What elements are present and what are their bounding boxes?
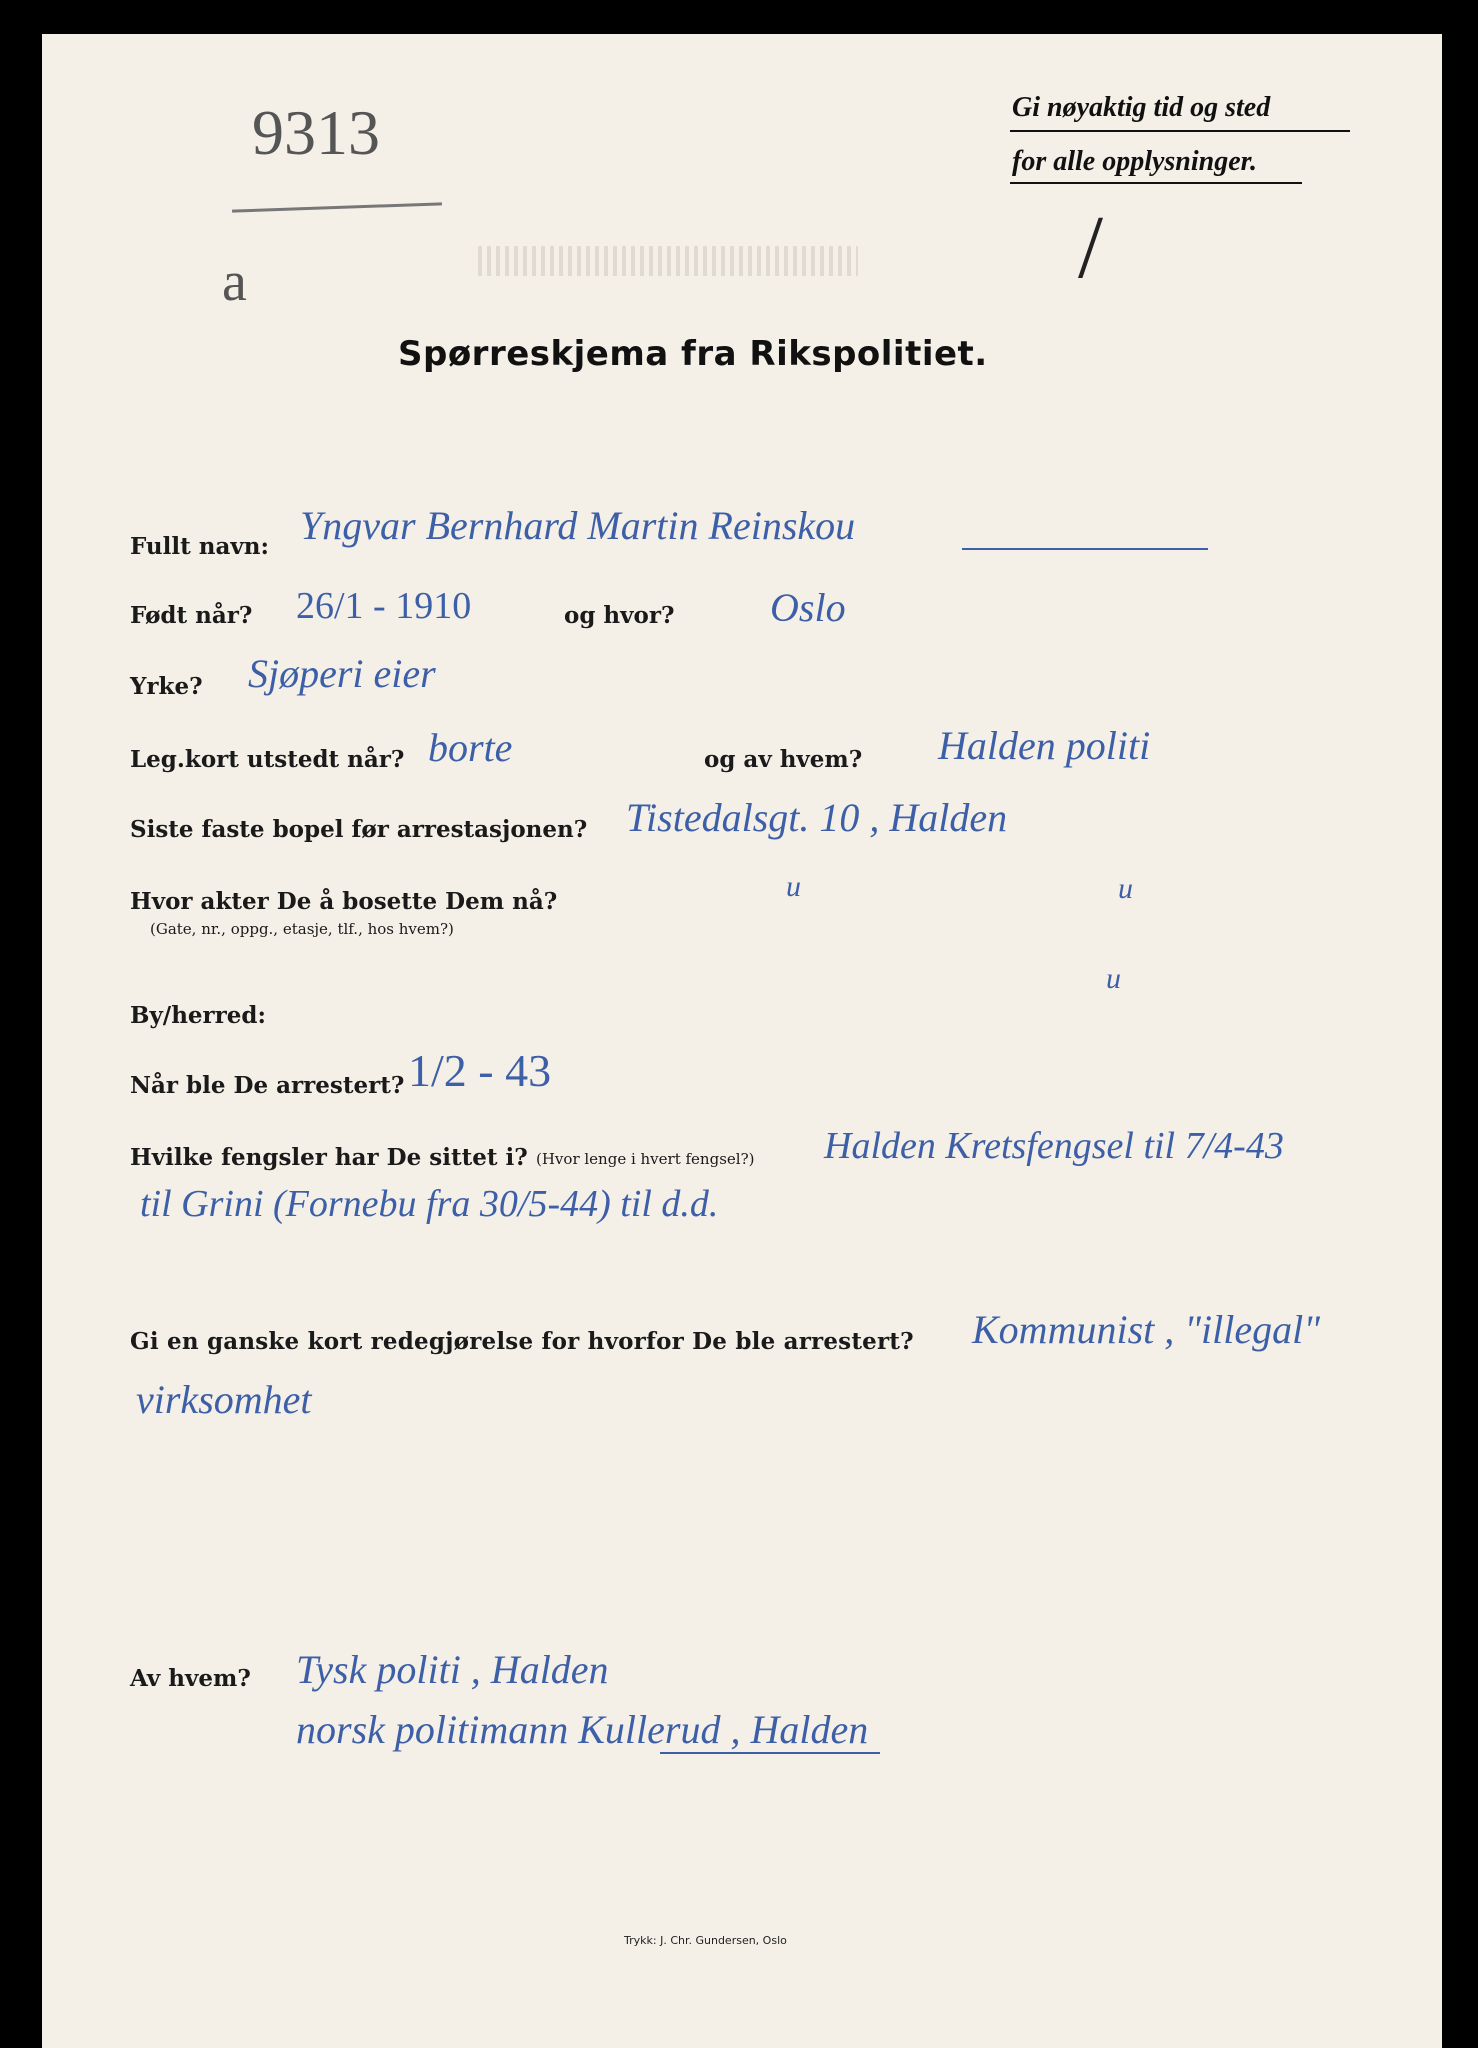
full-name-underline bbox=[962, 548, 1208, 550]
pencil-letter: a bbox=[222, 251, 247, 313]
reason-value-line2: virksomhet bbox=[136, 1377, 312, 1422]
settle-now-ditto1: u bbox=[786, 870, 801, 903]
last-address-label: Siste faste bopel før arrestasjonen? bbox=[130, 816, 588, 843]
header-note-line1: Gi nøyaktig tid og sted bbox=[1012, 92, 1271, 123]
header-note-line2: for alle opplysninger. bbox=[1012, 146, 1258, 177]
prisons-label: Hvilke fengsler har De sittet i? bbox=[130, 1144, 528, 1171]
district-ditto: u bbox=[1106, 962, 1121, 995]
header-note-rule1 bbox=[1010, 130, 1350, 132]
prisons-value-line2: til Grini (Fornebu fra 30/5-44) til d.d. bbox=[140, 1183, 719, 1225]
faded-stamp bbox=[478, 246, 858, 276]
id-card-by-value: Halden politi bbox=[938, 723, 1151, 768]
header-note-rule2 bbox=[1010, 182, 1302, 184]
by-whom-value-line2: norsk politimann Kullerud , Halden bbox=[296, 1707, 869, 1752]
settle-now-ditto2: u bbox=[1118, 872, 1133, 905]
by-whom-label: Av hvem? bbox=[130, 1665, 251, 1692]
district-label: By/herred: bbox=[130, 1002, 267, 1029]
born-where-label: og hvor? bbox=[564, 602, 675, 629]
check-mark: / bbox=[1078, 198, 1104, 297]
prisons-value-line1: Halden Kretsfengsel til 7/4-43 bbox=[824, 1125, 1284, 1167]
printer-footer: Trykk: J. Chr. Gundersen, Oslo bbox=[624, 1934, 787, 1947]
last-address-value: Tistedalsgt. 10 , Halden bbox=[626, 795, 1008, 840]
id-card-when-value: borte bbox=[428, 725, 513, 770]
born-when-label: Født når? bbox=[130, 602, 253, 629]
arrested-when-value: 1/2 - 43 bbox=[408, 1045, 552, 1096]
born-where-value: Oslo bbox=[770, 585, 846, 630]
by-whom-underline bbox=[660, 1752, 880, 1754]
settle-now-label: Hvor akter De å bosette Dem nå? bbox=[130, 888, 558, 915]
by-whom-value-line1: Tysk politi , Halden bbox=[296, 1647, 609, 1692]
full-name-value: Yngvar Bernhard Martin Reinskou bbox=[300, 503, 856, 548]
faded-trace bbox=[1090, 1256, 1094, 1272]
reason-value-line1: Kommunist , "illegal" bbox=[972, 1307, 1321, 1352]
id-card-by-label: og av hvem? bbox=[704, 746, 863, 773]
archive-number: 9313 bbox=[252, 97, 380, 168]
id-card-when-label: Leg.kort utstedt når? bbox=[130, 746, 405, 773]
prisons-sublabel: (Hvor lenge i hvert fengsel?) bbox=[536, 1150, 755, 1168]
reason-label: Gi en ganske kort redegjørelse for hvorfor De ble arrestert? bbox=[130, 1328, 914, 1355]
full-name-label: Fullt navn: bbox=[130, 533, 269, 560]
page-title: Spørreskjema fra Rikspolitiet. bbox=[398, 334, 988, 374]
arrested-when-label: Når ble De arrestert? bbox=[130, 1072, 405, 1099]
occupation-label: Yrke? bbox=[130, 673, 203, 700]
settle-now-sublabel: (Gate, nr., oppg., etasje, tlf., hos hvem?) bbox=[150, 920, 454, 938]
born-when-value: 26/1 - 1910 bbox=[296, 585, 472, 627]
occupation-value: Sjøperi eier bbox=[248, 651, 436, 696]
